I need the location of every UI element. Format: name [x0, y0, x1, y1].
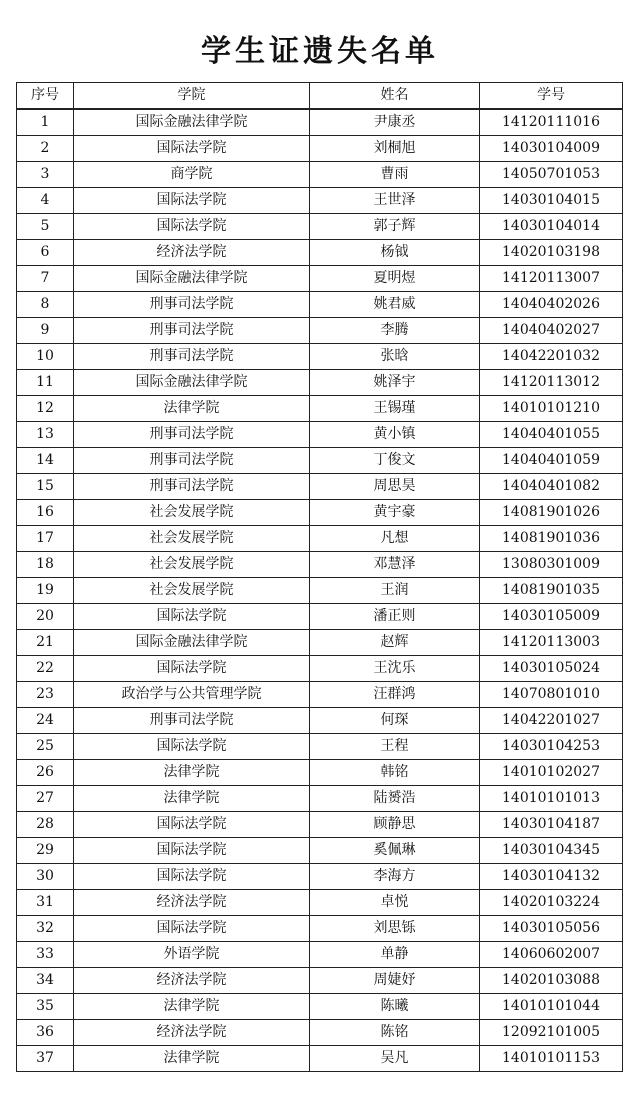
row-school: 法律学院	[74, 1046, 310, 1072]
row-school: 商学院	[74, 162, 310, 188]
row-name: 陆赟浩	[310, 786, 480, 812]
table-row	[17, 318, 623, 344]
row-name: 王程	[310, 734, 480, 760]
table-row	[17, 708, 623, 734]
row-school: 法律学院	[74, 786, 310, 812]
row-name: 周思昊	[310, 474, 480, 500]
row-name: 刘桐旭	[310, 136, 480, 162]
row-name: 凡想	[310, 526, 480, 552]
row-student-id: 14050701053	[480, 162, 623, 188]
row-no: 34	[17, 968, 74, 994]
row-no: 9	[17, 318, 74, 344]
lost-student-id-table	[16, 82, 623, 1072]
row-student-id: 14040402027	[480, 318, 623, 344]
table-row	[17, 266, 623, 292]
table-row	[17, 812, 623, 838]
row-no: 21	[17, 630, 74, 656]
row-no: 37	[17, 1046, 74, 1072]
row-student-id: 14081901035	[480, 578, 623, 604]
row-student-id: 14030104345	[480, 838, 623, 864]
row-school: 刑事司法学院	[74, 474, 310, 500]
table-row	[17, 448, 623, 474]
row-name: 吴凡	[310, 1046, 480, 1072]
row-student-id: 14020103198	[480, 240, 623, 266]
row-student-id: 13080301009	[480, 552, 623, 578]
table-row	[17, 136, 623, 162]
row-school: 国际法学院	[74, 734, 310, 760]
table-row	[17, 474, 623, 500]
document-title: 学生证遗失名单	[201, 34, 439, 69]
row-name: 刘思铄	[310, 916, 480, 942]
row-no: 10	[17, 344, 74, 370]
row-school: 国际法学院	[74, 214, 310, 240]
row-name: 周婕妤	[310, 968, 480, 994]
row-school: 社会发展学院	[74, 500, 310, 526]
row-student-id: 14120113003	[480, 630, 623, 656]
row-no: 19	[17, 578, 74, 604]
row-no: 27	[17, 786, 74, 812]
row-no: 26	[17, 760, 74, 786]
header-student-id: 学号	[480, 83, 623, 110]
row-student-id: 14040402026	[480, 292, 623, 318]
row-name: 王沈乐	[310, 656, 480, 682]
table-row	[17, 109, 623, 136]
row-student-id: 14060602007	[480, 942, 623, 968]
row-school: 政治学与公共管理学院	[74, 682, 310, 708]
row-no: 36	[17, 1020, 74, 1046]
row-student-id: 14020103224	[480, 890, 623, 916]
row-student-id: 14120111016	[480, 109, 623, 136]
table-body	[17, 109, 623, 1072]
row-no: 7	[17, 266, 74, 292]
row-student-id: 14030104253	[480, 734, 623, 760]
table-row	[17, 344, 623, 370]
row-name: 何琛	[310, 708, 480, 734]
table-row	[17, 1046, 623, 1072]
table-row	[17, 162, 623, 188]
row-name: 黄小镇	[310, 422, 480, 448]
row-no: 18	[17, 552, 74, 578]
row-no: 13	[17, 422, 74, 448]
row-school: 外语学院	[74, 942, 310, 968]
row-name: 尹康丞	[310, 109, 480, 136]
row-no: 15	[17, 474, 74, 500]
row-student-id: 14010101013	[480, 786, 623, 812]
row-student-id: 14020103088	[480, 968, 623, 994]
table-row	[17, 890, 623, 916]
row-name: 王锡瑾	[310, 396, 480, 422]
row-student-id: 14040401055	[480, 422, 623, 448]
table-header-row	[17, 83, 623, 110]
row-name: 陈铭	[310, 1020, 480, 1046]
row-school: 国际金融法律学院	[74, 370, 310, 396]
row-student-id: 14030104015	[480, 188, 623, 214]
row-name: 顾静思	[310, 812, 480, 838]
header-name: 姓名	[310, 83, 480, 110]
row-name: 李海方	[310, 864, 480, 890]
row-student-id: 14030104014	[480, 214, 623, 240]
header-no: 序号	[17, 83, 74, 110]
row-student-id: 14010102027	[480, 760, 623, 786]
row-student-id: 14010101210	[480, 396, 623, 422]
row-no: 16	[17, 500, 74, 526]
row-no: 14	[17, 448, 74, 474]
row-school: 法律学院	[74, 994, 310, 1020]
row-school: 国际法学院	[74, 838, 310, 864]
table-row	[17, 968, 623, 994]
row-name: 王润	[310, 578, 480, 604]
row-student-id: 14030104187	[480, 812, 623, 838]
table-row	[17, 838, 623, 864]
row-school: 刑事司法学院	[74, 292, 310, 318]
row-name: 郭子辉	[310, 214, 480, 240]
table-row	[17, 500, 623, 526]
row-no: 4	[17, 188, 74, 214]
row-no: 2	[17, 136, 74, 162]
row-name: 奚佩琳	[310, 838, 480, 864]
table-row	[17, 578, 623, 604]
row-school: 国际金融法律学院	[74, 109, 310, 136]
table-row	[17, 864, 623, 890]
row-school: 国际金融法律学院	[74, 266, 310, 292]
table-row	[17, 240, 623, 266]
row-school: 国际法学院	[74, 604, 310, 630]
row-name: 单静	[310, 942, 480, 968]
row-school: 经济法学院	[74, 1020, 310, 1046]
row-school: 法律学院	[74, 396, 310, 422]
row-name: 夏明煜	[310, 266, 480, 292]
table-row	[17, 682, 623, 708]
table-row	[17, 292, 623, 318]
row-school: 国际法学院	[74, 188, 310, 214]
row-no: 12	[17, 396, 74, 422]
row-no: 33	[17, 942, 74, 968]
row-name: 邓慧泽	[310, 552, 480, 578]
row-student-id: 14120113012	[480, 370, 623, 396]
row-school: 国际法学院	[74, 812, 310, 838]
table-row	[17, 214, 623, 240]
row-name: 汪群鸿	[310, 682, 480, 708]
row-school: 刑事司法学院	[74, 318, 310, 344]
table-row	[17, 656, 623, 682]
row-student-id: 14010101044	[480, 994, 623, 1020]
row-name: 姚泽宇	[310, 370, 480, 396]
row-name: 黄宇豪	[310, 500, 480, 526]
row-no: 11	[17, 370, 74, 396]
row-student-id: 14030105009	[480, 604, 623, 630]
table-row	[17, 526, 623, 552]
row-student-id: 14081901026	[480, 500, 623, 526]
row-name: 潘正则	[310, 604, 480, 630]
row-no: 17	[17, 526, 74, 552]
row-student-id: 14030104132	[480, 864, 623, 890]
row-student-id: 14040401082	[480, 474, 623, 500]
row-no: 29	[17, 838, 74, 864]
row-no: 8	[17, 292, 74, 318]
row-student-id: 14120113007	[480, 266, 623, 292]
row-name: 杨钺	[310, 240, 480, 266]
row-school: 经济法学院	[74, 890, 310, 916]
row-name: 陈曦	[310, 994, 480, 1020]
row-no: 32	[17, 916, 74, 942]
row-school: 经济法学院	[74, 968, 310, 994]
row-school: 刑事司法学院	[74, 344, 310, 370]
row-name: 赵辉	[310, 630, 480, 656]
table-row	[17, 1020, 623, 1046]
table-row	[17, 396, 623, 422]
table-row	[17, 604, 623, 630]
row-student-id: 14030105056	[480, 916, 623, 942]
table-row	[17, 786, 623, 812]
table-row	[17, 916, 623, 942]
table-row	[17, 188, 623, 214]
header-school: 学院	[74, 83, 310, 110]
row-no: 5	[17, 214, 74, 240]
table-row	[17, 552, 623, 578]
row-school: 刑事司法学院	[74, 422, 310, 448]
table-row	[17, 760, 623, 786]
row-no: 31	[17, 890, 74, 916]
row-student-id: 14010101153	[480, 1046, 623, 1072]
row-no: 22	[17, 656, 74, 682]
row-name: 卓悦	[310, 890, 480, 916]
row-student-id: 14030104009	[480, 136, 623, 162]
table-row	[17, 422, 623, 448]
row-name: 姚君威	[310, 292, 480, 318]
row-school: 社会发展学院	[74, 526, 310, 552]
row-student-id: 14070801010	[480, 682, 623, 708]
row-no: 3	[17, 162, 74, 188]
row-school: 社会发展学院	[74, 578, 310, 604]
row-no: 6	[17, 240, 74, 266]
row-school: 国际金融法律学院	[74, 630, 310, 656]
row-no: 28	[17, 812, 74, 838]
row-student-id: 12092101005	[480, 1020, 623, 1046]
table-row	[17, 630, 623, 656]
row-name: 张晗	[310, 344, 480, 370]
row-no: 24	[17, 708, 74, 734]
row-school: 国际法学院	[74, 136, 310, 162]
row-student-id: 14030105024	[480, 656, 623, 682]
row-student-id: 14081901036	[480, 526, 623, 552]
table-row	[17, 370, 623, 396]
row-no: 25	[17, 734, 74, 760]
row-no: 23	[17, 682, 74, 708]
row-name: 王世泽	[310, 188, 480, 214]
row-school: 社会发展学院	[74, 552, 310, 578]
row-student-id: 14040401059	[480, 448, 623, 474]
row-name: 丁俊文	[310, 448, 480, 474]
row-name: 韩铭	[310, 760, 480, 786]
row-no: 35	[17, 994, 74, 1020]
row-school: 刑事司法学院	[74, 448, 310, 474]
table-row	[17, 994, 623, 1020]
row-name: 曹雨	[310, 162, 480, 188]
row-name: 李腾	[310, 318, 480, 344]
row-no: 30	[17, 864, 74, 890]
row-school: 刑事司法学院	[74, 708, 310, 734]
row-school: 国际法学院	[74, 656, 310, 682]
row-no: 1	[17, 109, 74, 136]
row-student-id: 14042201032	[480, 344, 623, 370]
row-school: 国际法学院	[74, 864, 310, 890]
row-school: 国际法学院	[74, 916, 310, 942]
row-school: 经济法学院	[74, 240, 310, 266]
row-student-id: 14042201027	[480, 708, 623, 734]
table-row	[17, 734, 623, 760]
row-school: 法律学院	[74, 760, 310, 786]
table-row	[17, 942, 623, 968]
row-no: 20	[17, 604, 74, 630]
